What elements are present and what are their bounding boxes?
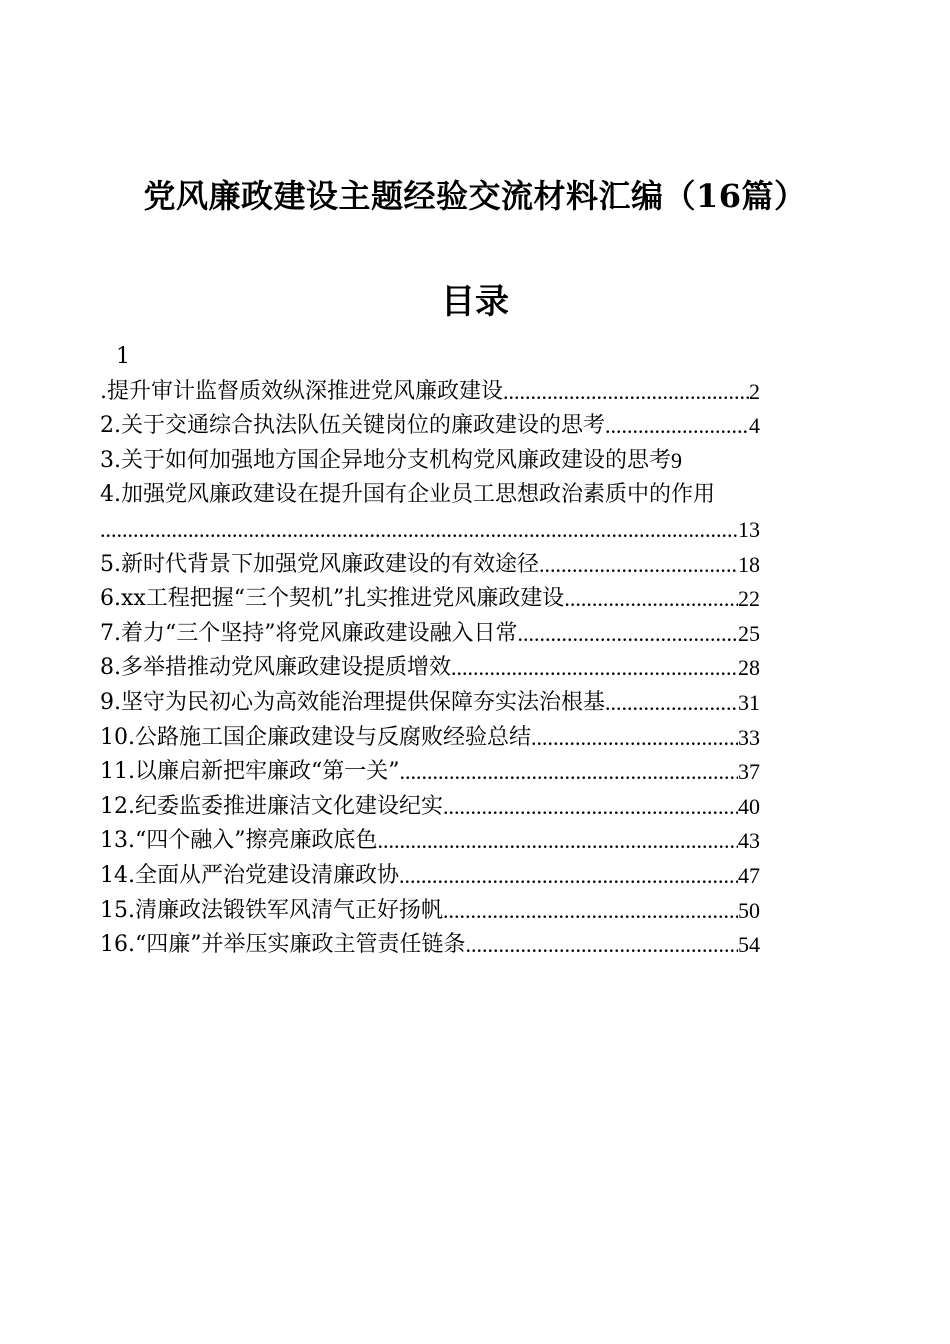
toc-entry-page: 33 xyxy=(738,724,760,750)
toc-entry-title: 5.新时代背景下加强党风廉政建设的有效途径 xyxy=(100,551,539,577)
toc-entry-4[interactable] xyxy=(100,478,860,513)
toc-entry-page: 31 xyxy=(738,689,760,715)
dot-leader xyxy=(399,755,738,790)
dot-leader xyxy=(531,721,738,756)
toc-entry-page: 9 xyxy=(671,447,682,473)
dot-leader xyxy=(377,824,738,859)
dot-leader xyxy=(518,617,739,652)
toc-entry-title: 16.“四廉”并举压实廉政主管责任链条 xyxy=(100,932,466,958)
toc-entry-page: 22 xyxy=(738,586,760,612)
toc-entry-13[interactable] xyxy=(100,824,760,859)
dot-leader xyxy=(100,513,738,548)
dot-leader xyxy=(443,790,738,825)
toc-entry-9[interactable] xyxy=(100,686,760,721)
toc-entry-1-number-line xyxy=(100,340,860,375)
toc-entry-16[interactable] xyxy=(100,928,760,963)
toc-entry-title: 14.全面从严治党建设清廉政协 xyxy=(100,862,399,888)
dot-leader xyxy=(465,928,738,963)
toc-entry-page: 28 xyxy=(738,655,760,681)
toc-entry-14[interactable] xyxy=(100,859,760,894)
toc-entry-4-continuation[interactable] xyxy=(100,513,760,548)
toc-entry-11[interactable] xyxy=(100,755,760,790)
table-of-contents xyxy=(100,340,860,963)
toc-entry-title: 10.公路施工国企廉政建设与反腐败经验总结 xyxy=(100,724,531,750)
dot-leader xyxy=(503,375,749,410)
toc-entry-number: 1 xyxy=(116,344,130,369)
toc-entry-1[interactable] xyxy=(100,375,760,410)
toc-entry-title: 3.关于如何加强地方国企异地分支机构党风廉政建设的思考 xyxy=(100,447,671,473)
toc-entry-title: 12.纪委监委推进廉洁文化建设纪实 xyxy=(100,793,443,819)
toc-entry-page: 4 xyxy=(749,413,760,439)
document-title: 党风廉政建设主题经验交流材料汇编（16篇） xyxy=(143,177,807,215)
toc-entry-page: 2 xyxy=(749,378,760,404)
toc-entry-7[interactable] xyxy=(100,617,760,652)
toc-entry-title: 4.加强党风廉政建设在提升国有企业员工思想政治素质中的作用 xyxy=(100,482,715,508)
dot-leader xyxy=(564,582,738,617)
toc-entry-page: 54 xyxy=(738,932,760,958)
toc-entry-page: 50 xyxy=(738,897,760,923)
toc-entry-page: 18 xyxy=(738,551,760,577)
toc-heading: 目录 xyxy=(441,282,509,322)
toc-entry-page: 13 xyxy=(738,516,760,542)
toc-entry-title: 9.坚守为民初心为高效能治理提供保障夯实法治根基 xyxy=(100,689,605,715)
dot-leader xyxy=(539,548,738,583)
toc-entry-15[interactable] xyxy=(100,894,760,929)
toc-entry-title: 2.关于交通综合执法队伍关键岗位的廉政建设的思考 xyxy=(100,413,605,439)
dot-leader xyxy=(605,409,749,444)
toc-entry-title: 7.着力“三个坚持”将党风廉政建设融入日常 xyxy=(100,620,518,646)
toc-entry-title: 13.“四个融入”擦亮廉政底色 xyxy=(100,828,378,854)
toc-entry-page: 47 xyxy=(738,862,760,888)
toc-entry-3[interactable] xyxy=(100,444,860,479)
toc-entry-title: 8.多举措推动党风廉政建设提质增效 xyxy=(100,655,451,681)
toc-entry-page: 43 xyxy=(738,828,760,854)
toc-entry-title: 15.清廉政法锻铁军风清气正好扬帆 xyxy=(100,897,443,923)
toc-entry-page: 25 xyxy=(738,620,760,646)
toc-entry-10[interactable] xyxy=(100,721,760,756)
toc-entry-6[interactable] xyxy=(100,582,760,617)
dot-leader xyxy=(399,859,738,894)
toc-entry-page: 37 xyxy=(738,759,760,785)
toc-entry-title: .提升审计监督质效纵深推进党风廉政建设 xyxy=(100,378,503,404)
dot-leader xyxy=(605,686,738,721)
toc-entry-2[interactable] xyxy=(100,409,760,444)
toc-entry-12[interactable] xyxy=(100,790,760,825)
toc-entry-title: 6.xx工程把握“三个契机”扎实推进党风廉政建设 xyxy=(100,586,565,612)
toc-entry-title: 11.以廉启新把牢廉政“第一关” xyxy=(100,759,400,785)
toc-entry-8[interactable] xyxy=(100,651,760,686)
dot-leader xyxy=(443,894,738,929)
toc-entry-page: 40 xyxy=(738,793,760,819)
dot-leader xyxy=(451,651,738,686)
toc-entry-5[interactable] xyxy=(100,548,760,583)
